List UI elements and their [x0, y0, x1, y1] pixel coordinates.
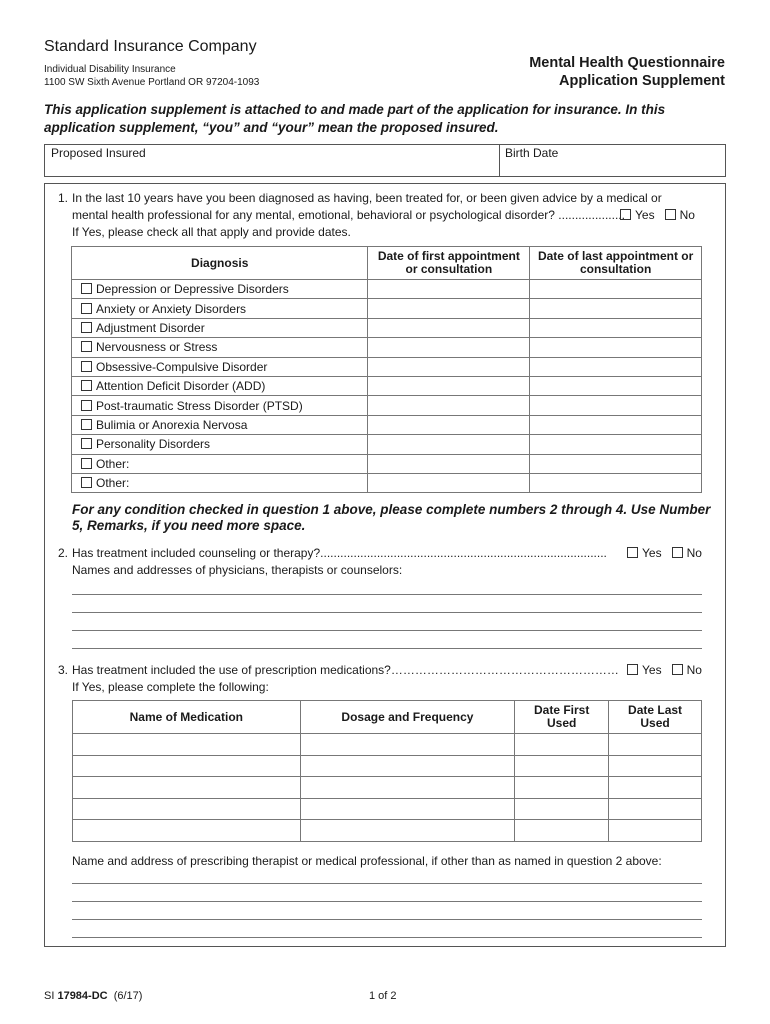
q3-text-line2: If Yes, please complete the following:: [72, 680, 269, 694]
diagnosis-checkbox[interactable]: [81, 303, 92, 314]
q1-number: 1.: [58, 191, 69, 205]
diagnosis-cell: [72, 415, 368, 434]
medication-header-row: [73, 701, 702, 734]
division-name: Individual Disability Insurance: [44, 64, 176, 75]
last-appointment-cell[interactable]: [530, 338, 702, 357]
q3-no-checkbox[interactable]: [672, 664, 683, 675]
diagnosis-label: Depression or Depressive Disorders: [96, 282, 289, 297]
q2-yes-label: Yes: [642, 546, 662, 560]
diagnosis-label: Personality Disorders: [96, 437, 211, 452]
last-appointment-cell[interactable]: [530, 357, 702, 376]
q2-write-line[interactable]: [72, 612, 702, 613]
last-appointment-cell[interactable]: [530, 318, 702, 337]
date-first-used-cell[interactable]: [515, 798, 609, 820]
diagnosis-label: Anxiety or Anxiety Disorders: [96, 301, 247, 316]
diagnosis-header-row: [72, 247, 702, 280]
q2-no-checkbox[interactable]: [672, 547, 683, 558]
diagnosis-cell: [72, 376, 368, 395]
last-appointment-cell[interactable]: [530, 396, 702, 415]
diagnosis-row: [72, 357, 702, 376]
diagnosis-label: Other:: [96, 476, 130, 491]
q2-write-line[interactable]: [72, 630, 702, 631]
medication-name-cell[interactable]: [73, 777, 301, 799]
diagnosis-checkbox[interactable]: [81, 458, 92, 469]
q3-yes-label: Yes: [642, 663, 662, 677]
first-appointment-cell[interactable]: [368, 415, 530, 434]
last-appointment-cell[interactable]: [530, 299, 702, 318]
prescriber-prompt: Name and address of prescribing therapist or medical professional, if other than as named in question 2 above:: [72, 854, 662, 868]
first-appointment-cell[interactable]: [368, 454, 530, 473]
q2-write-line[interactable]: [72, 594, 702, 595]
first-appointment-col-header: Date of first appointment or consultation: [368, 247, 530, 280]
q3-answer: [627, 662, 702, 679]
date-first-used-col-header: Date First Used: [515, 701, 609, 734]
diagnosis-cell: [72, 338, 368, 357]
diagnosis-checkbox[interactable]: [81, 322, 92, 333]
q1-text-line3: If Yes, please check all that apply and provide dates.: [72, 225, 351, 239]
q1-text-line1: In the last 10 years have you been diagnosed as having, been treated for, or been given advice by a medical or: [72, 191, 662, 205]
diagnosis-label: Obsessive-Compulsive Disorder: [96, 359, 268, 374]
q1-text-line2: mental health professional for any mental, emotional, behavioral or psychological disorder? ....................: [72, 208, 625, 222]
diagnosis-cell: [72, 396, 368, 415]
diagnosis-cell: [72, 473, 368, 492]
diagnosis-label: Post-traumatic Stress Disorder (PTSD): [96, 398, 303, 413]
diagnosis-label: Nervousness or Stress: [96, 340, 218, 355]
q1-no-label: No: [679, 208, 695, 222]
diagnosis-checkbox[interactable]: [81, 341, 92, 352]
prescriber-write-line[interactable]: [72, 901, 702, 902]
diagnosis-checkbox[interactable]: [81, 477, 92, 488]
medication-row: [73, 755, 702, 777]
diagnosis-label: Other:: [96, 456, 130, 471]
medication-name-cell[interactable]: [73, 734, 301, 756]
diagnosis-cell: [72, 435, 368, 454]
intro-statement: This application supplement is attached to and made part of the application for insurance. In this application supplement, “you” and “your” mean the proposed insured.: [44, 102, 666, 135]
diagnosis-checkbox[interactable]: [81, 361, 92, 372]
first-appointment-cell[interactable]: [368, 376, 530, 395]
medication-row: [73, 820, 702, 842]
dosage-cell[interactable]: [300, 777, 515, 799]
form-subtitle: Application Supplement: [559, 73, 725, 89]
diagnosis-row: [72, 435, 702, 454]
identity-divider: [499, 145, 500, 176]
medication-table: [72, 700, 702, 842]
q2-number: 2.: [58, 546, 69, 560]
q1-yes-label: Yes: [635, 208, 655, 222]
diagnosis-table: [71, 246, 702, 493]
prescriber-write-line[interactable]: [72, 919, 702, 920]
medication-row: [73, 777, 702, 799]
instruction-text: For any condition checked in question 1 above, please complete numbers 2 through 4. Use Number 5, Remarks, if you need more space.: [72, 502, 711, 533]
medication-name-cell[interactable]: [73, 820, 301, 842]
diagnosis-row: [72, 280, 702, 299]
identity-box: [44, 144, 726, 177]
diagnosis-label: Adjustment Disorder: [96, 320, 205, 335]
diagnosis-row: [72, 473, 702, 492]
first-appointment-cell[interactable]: [368, 318, 530, 337]
diagnosis-checkbox[interactable]: [81, 400, 92, 411]
prescriber-write-line[interactable]: [72, 883, 702, 884]
first-appointment-cell[interactable]: [368, 435, 530, 454]
proposed-insured-field[interactable]: Proposed Insured: [51, 146, 146, 160]
last-appointment-cell[interactable]: [530, 280, 702, 299]
date-last-used-cell[interactable]: [609, 820, 702, 842]
diagnosis-row: [72, 396, 702, 415]
first-appointment-cell[interactable]: [368, 396, 530, 415]
diagnosis-checkbox[interactable]: [81, 419, 92, 430]
first-appointment-cell[interactable]: [368, 473, 530, 492]
dosage-cell[interactable]: [300, 798, 515, 820]
birth-date-field[interactable]: Birth Date: [505, 146, 559, 160]
date-first-used-cell[interactable]: [515, 777, 609, 799]
diagnosis-row: [72, 338, 702, 357]
page-number: 1 of 2: [369, 990, 397, 1002]
diagnosis-label: Bulimia or Anorexia Nervosa: [96, 417, 248, 432]
dosage-col-header: Dosage and Frequency: [300, 701, 515, 734]
dosage-cell[interactable]: [300, 755, 515, 777]
diagnosis-checkbox[interactable]: [81, 380, 92, 391]
diagnosis-row: [72, 318, 702, 337]
date-last-used-cell[interactable]: [609, 755, 702, 777]
diagnosis-checkbox[interactable]: [81, 438, 92, 449]
date-last-used-cell[interactable]: [609, 798, 702, 820]
medication-name-col-header: Name of Medication: [73, 701, 301, 734]
first-appointment-cell[interactable]: [368, 299, 530, 318]
date-last-used-col-header: Date Last Used: [609, 701, 702, 734]
q1-yes-checkbox[interactable]: [620, 209, 631, 220]
date-last-used-cell[interactable]: [609, 734, 702, 756]
last-appointment-cell[interactable]: [530, 454, 702, 473]
q1-answer: [620, 207, 695, 224]
date-last-used-cell[interactable]: [609, 777, 702, 799]
date-first-used-cell[interactable]: [515, 755, 609, 777]
q2-no-label: No: [686, 546, 702, 560]
dosage-cell[interactable]: [300, 820, 515, 842]
medication-row: [73, 734, 702, 756]
q3-no-label: No: [686, 663, 702, 677]
q3-number: 3.: [58, 663, 69, 677]
company-address: 1100 SW Sixth Avenue Portland OR 97204-1093: [44, 77, 260, 88]
diagnosis-col-header: Diagnosis: [72, 247, 368, 280]
q3-text-line1: Has treatment included the use of prescription medications?…………………………………………………: [72, 663, 619, 677]
prescriber-write-line[interactable]: [72, 937, 702, 938]
last-appointment-cell[interactable]: [530, 376, 702, 395]
q2-write-line[interactable]: [72, 648, 702, 649]
medication-row: [73, 798, 702, 820]
diagnosis-label: Attention Deficit Disorder (ADD): [96, 379, 266, 394]
q2-text-line2: Names and addresses of physicians, therapists or counselors:: [72, 563, 403, 577]
date-first-used-cell[interactable]: [515, 734, 609, 756]
diagnosis-row: [72, 415, 702, 434]
first-appointment-cell[interactable]: [368, 338, 530, 357]
q3-yes-checkbox[interactable]: [627, 664, 638, 675]
q2-yes-checkbox[interactable]: [627, 547, 638, 558]
q2-answer: [627, 545, 702, 562]
form-number: SI 17984-DC (6/17): [44, 990, 143, 1002]
last-appointment-cell[interactable]: [530, 435, 702, 454]
medication-name-cell[interactable]: [73, 798, 301, 820]
medication-name-cell[interactable]: [73, 755, 301, 777]
diagnosis-cell: [72, 357, 368, 376]
diagnosis-cell: [72, 454, 368, 473]
q1-no-checkbox[interactable]: [665, 209, 676, 220]
last-appointment-cell[interactable]: [530, 415, 702, 434]
last-appointment-cell[interactable]: [530, 473, 702, 492]
diagnosis-row: [72, 376, 702, 395]
first-appointment-cell[interactable]: [368, 357, 530, 376]
diagnosis-cell: [72, 280, 368, 299]
dosage-cell[interactable]: [300, 734, 515, 756]
last-appointment-col-header: Date of last appointment or consultation: [530, 247, 702, 280]
company-name: Standard Insurance Company: [44, 38, 257, 55]
diagnosis-cell: [72, 318, 368, 337]
diagnosis-row: [72, 454, 702, 473]
form-title: Mental Health Questionnaire: [529, 55, 725, 71]
diagnosis-cell: [72, 299, 368, 318]
first-appointment-cell[interactable]: [368, 280, 530, 299]
diagnosis-checkbox[interactable]: [81, 283, 92, 294]
q2-text-line1: Has treatment included counseling or therapy?......................................................................................: [72, 546, 607, 560]
date-first-used-cell[interactable]: [515, 820, 609, 842]
diagnosis-row: [72, 299, 702, 318]
